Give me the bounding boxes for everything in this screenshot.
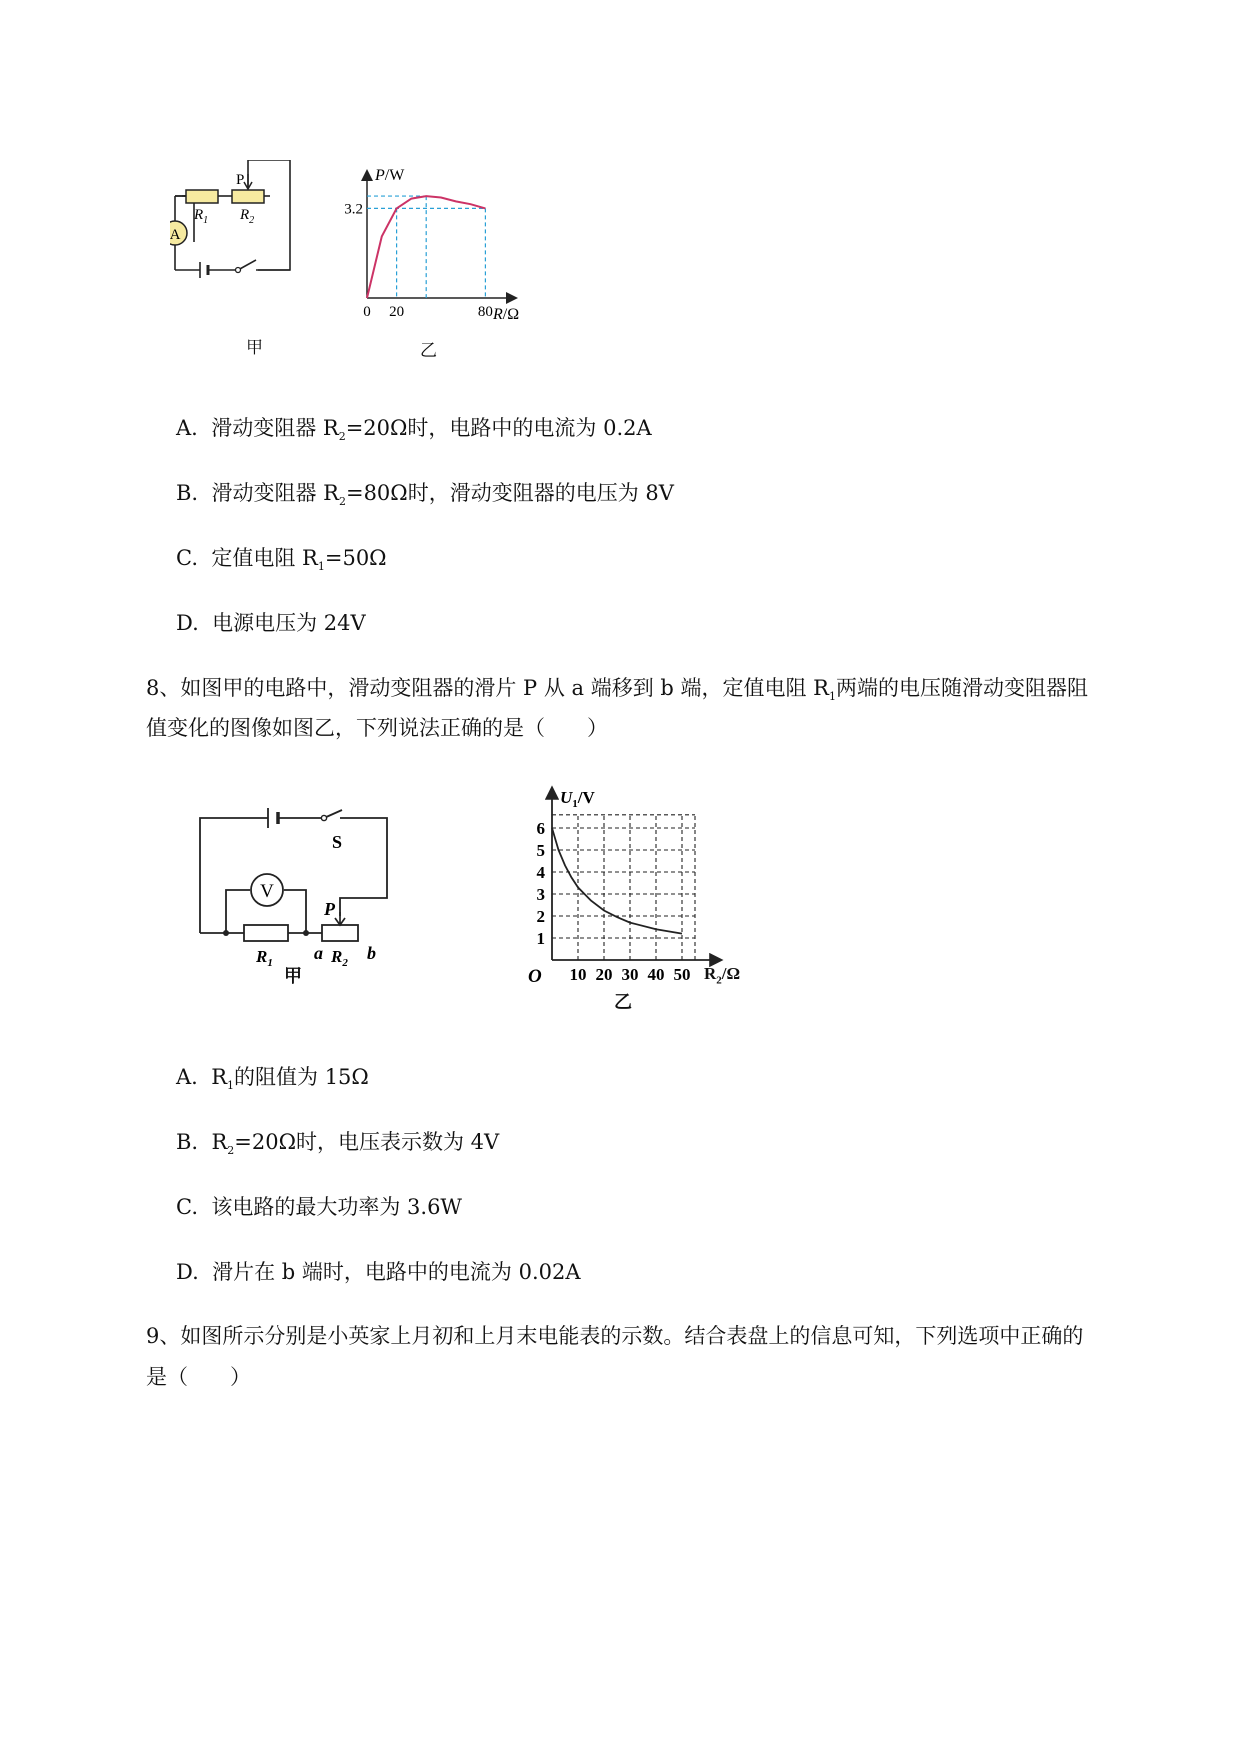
q7-x-axis-label: R/Ω — [493, 306, 520, 320]
q7-option-d[interactable]: D. 电源电压为 24V — [176, 611, 366, 635]
q8-figure-a-caption: 甲 — [284, 966, 302, 987]
q8-y-tick-label: 1 — [536, 929, 545, 948]
r2-label: $R_2$ — [331, 947, 348, 969]
slider-p-label: P — [324, 899, 335, 919]
q8-stem-line-1: 8、如图甲的电路中，滑动变阻器的滑片 P 从 a 端移到 b 端，定值电阻 $R_1$两端的电压随滑动变阻器阻 — [146, 676, 1088, 704]
slider-p-label: P — [236, 172, 245, 188]
resistor-r2 — [232, 190, 264, 203]
resistor-r1 — [244, 925, 288, 941]
q8-circuit-diagram — [190, 800, 390, 980]
q8-x-tick-label: 50 — [673, 965, 691, 984]
q8-x-tick-label: 30 — [621, 965, 639, 984]
r1-label: $R_1$ — [256, 947, 273, 969]
q8-y-tick-label: 5 — [536, 841, 545, 860]
r1-label: $R_1$ — [194, 207, 209, 226]
q8-option-a[interactable]: A. $R_1$的阻值为 15Ω — [176, 1065, 369, 1093]
q8-origin-label: O — [528, 966, 542, 985]
q8-option-d[interactable]: D. 滑片在 b 端时，电路中的电流为 0.02A — [176, 1260, 581, 1284]
q7-figure-b-caption: 乙 — [420, 341, 437, 361]
resistor-r1 — [186, 190, 218, 203]
q7-y-tick-label: 3.2 — [344, 201, 363, 218]
q7-figure-a-caption: 甲 — [246, 338, 263, 358]
slider-arrow — [244, 174, 252, 189]
q8-x-axis-label: $R_2/\Omega$ — [704, 964, 741, 987]
q8-option-b[interactable]: B. $R_2=20\Omega$时，电压表示数为 4V — [176, 1130, 500, 1158]
terminal-b-label: b — [367, 943, 376, 963]
terminal-a-label: a — [314, 943, 323, 963]
slider-arrow — [335, 912, 345, 925]
q7-power-chart — [335, 160, 525, 320]
q8-figure-b-caption: 乙 — [614, 992, 632, 1013]
q8-x-tick-label: 10 — [569, 965, 587, 984]
q8-y-tick-label: 3 — [536, 885, 545, 904]
ammeter-label: A — [170, 227, 181, 243]
q9-stem-line-2: 是（ ） — [146, 1365, 251, 1389]
q8-y-tick-label: 4 — [536, 863, 545, 882]
q8-y-tick-label: 2 — [536, 907, 545, 926]
voltmeter-label: V — [260, 881, 274, 902]
q9-stem-line-1: 9、如图所示分别是小英家上月初和上月末电能表的示数。结合表盘上的信息可知，下列选项中正确的 — [146, 1324, 1084, 1348]
switch-s-label: S — [332, 832, 343, 852]
q8-option-c[interactable]: C. 该电路的最大功率为 3.6W — [176, 1195, 463, 1219]
q7-option-a[interactable]: A. 滑动变阻器 $R_2=20\Omega$时，电路中的电流为 0.2A — [176, 416, 652, 444]
q7-y-axis-label: P/W — [375, 167, 405, 184]
q7-circuit-diagram — [170, 160, 340, 310]
q8-x-tick-label: 40 — [647, 965, 665, 984]
q7-option-c[interactable]: C. 定值电阻 $R_1=50\Omega$ — [176, 546, 387, 574]
q8-y-axis-label: $U_1/V$ — [560, 788, 595, 810]
q7-x-tick-label: 20 — [389, 304, 405, 320]
r2-label: $R_2$ — [240, 207, 255, 226]
q8-x-tick-label: 20 — [595, 965, 613, 984]
resistor-r2 — [322, 925, 358, 941]
q7-option-b[interactable]: B. 滑动变阻器 $R_2=80\Omega$时，滑动变阻器的电压为 8V — [176, 481, 674, 509]
q7-x-tick-label: 80 — [477, 304, 493, 320]
q8-voltage-chart — [520, 785, 760, 985]
q8-y-tick-label: 6 — [536, 819, 545, 838]
q8-stem-line-2: 值变化的图像如图乙，下列说法正确的是（ ） — [146, 716, 608, 740]
q8-voltage-curve — [552, 828, 682, 934]
q7-x-tick-label: 0 — [363, 304, 371, 320]
